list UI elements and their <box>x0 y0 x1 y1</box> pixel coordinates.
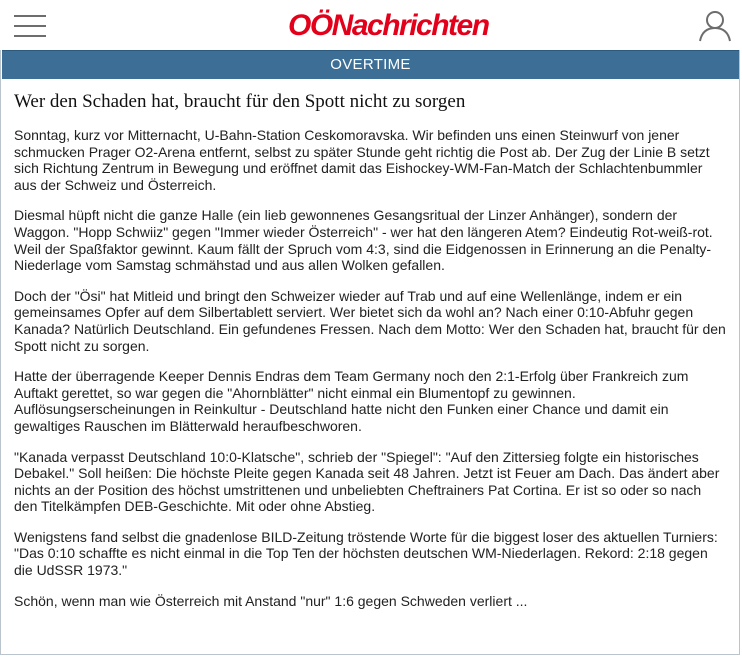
site-header <box>0 0 742 50</box>
article-headline: Wer den Schaden hat, braucht für den Spott nicht zu sorgen <box>14 91 466 112</box>
article-paragraph: Sonntag, kurz vor Mitternacht, U-Bahn-Station Ceskomoravska. Wir befinden uns einen Steinwurf von jener schmucken Prager O2-Arena entfernt, selbst zu später Stunde geht richtig die Post ab. Der Zug der Linie B setzt sich Richtung Zentrum in Bewegung und eröffnet damit das Eishockey-WM-Fan-Match der Schlachtenbummler aus der Schweiz und Österreich. <box>14 127 710 193</box>
article-paragraph: Schön, wenn man wie Österreich mit Anstand "nur" 1:6 gegen Schweden verliert ... <box>14 592 528 609</box>
article <box>14 80 726 609</box>
article-paragraph: Doch der "Ösi" hat Mitleid und bringt den Schweizer wieder auf Trab und auf eine Wellenlänge, indem er ein gemeinsames Opfer auf dem Silbertablett serviert. Wer bietet sich da wohl an? Nach einer 0:10-Abfuhr gegen Kanada? Natürlich Deutschland. Ein gefundenes Fressen. Nach dem Motto: Wer den Schaden hat, braucht für den Spott nicht zu sorgen. <box>14 287 726 354</box>
section-label: OVERTIME <box>330 56 411 73</box>
article-paragraph: "Kanada verpasst Deutschland 10:0-Klatsche", schrieb der "Spiegel": "Auf den Zittersieg folgte ein historisches Debakel." Soll heißen: Die höchste Pleite gegen Kanada seit 48 Jahren. Jetzt ist Feuer am Dach. Das ändert aber nichts an der Position des höchst umstrittenen und unbeliebten Cheftrainers Pat Cortina. Er ist so oder so nach den Titelkämpfen DEB-Geschichte. Mit oder ohne Abstieg. <box>14 448 720 515</box>
logo-part-1: OÖ <box>288 9 332 42</box>
article-paragraph: Hatte der überragende Keeper Dennis Endras dem Team Germany noch den 2:1-Erfolg über Frankreich zum Auftakt gerettet, so war gegen die "Ahornblätter" nicht einmal ein Blumentopf zu gewinnen. Auflösungserscheinungen in Reinkultur - Deutschland hatte nicht den Funken einer Chance und damit ein gewaltiges Rauschen im Blätterwald heraufbeschworen. <box>14 368 689 434</box>
site-logo[interactable] <box>288 6 489 46</box>
logo-part-2: Nachrichten <box>331 9 489 42</box>
user-profile-icon[interactable] <box>698 10 732 42</box>
section-bar[interactable] <box>2 50 739 79</box>
hamburger-menu-icon[interactable] <box>14 13 46 39</box>
article-paragraph: Diesmal hüpft nicht die ganze Halle (ein lieb gewonnenes Gesangsritual der Linzer Anhänger), sondern der Waggon. "Hopp Schwiiz" gegen "Immer wieder Österreich" - wer hat den längeren Atem? Eindeutig Rot-weiß-rot. Weil der Spaßfaktor gewinnt. Kaum fällt der Spruch vom 4:3, sind die Eidgenossen in Erinnerung an die Penalty-Niederlage vom Samstag schmähstad und aus allen Wolken gefallen. <box>14 207 713 274</box>
article-paragraph: Wenigstens fand selbst die gnadenlose BILD-Zeitung tröstende Worte für die biggest loser des aktuellen Turniers: "Das 0:10 schaffte es nicht einmal in die Top Ten der höchsten deutschen WM-Niederlagen. Rekord: 2:18 gegen die UdSSR 1973." <box>14 528 718 579</box>
